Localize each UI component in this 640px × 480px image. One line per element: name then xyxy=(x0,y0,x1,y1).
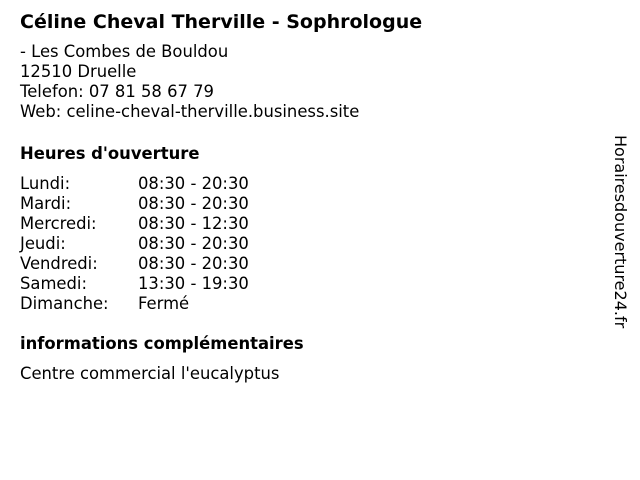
time-value: Fermé xyxy=(138,294,190,313)
hours-row-friday xyxy=(20,254,600,274)
hours-row-tuesday xyxy=(20,194,600,214)
day-label: Samedi: xyxy=(20,274,87,293)
hours-row-thursday xyxy=(20,234,600,254)
site-watermark: Horairesdouverture24.fr xyxy=(611,135,630,329)
hours-row-wednesday xyxy=(20,214,600,234)
time-value: 08:30 - 20:30 xyxy=(138,234,249,253)
hours-row-sunday xyxy=(20,294,600,314)
info-heading: informations complémentaires xyxy=(20,334,304,353)
business-name: Céline Cheval Therville - Sophrologue xyxy=(20,11,423,33)
day-label: Jeudi: xyxy=(20,234,66,253)
address-line-1: - Les Combes de Bouldou xyxy=(20,42,229,61)
day-label: Lundi: xyxy=(20,174,71,193)
day-label: Mercredi: xyxy=(20,214,97,233)
hours-table xyxy=(20,174,600,314)
hours-row-monday xyxy=(20,174,600,194)
day-label: Vendredi: xyxy=(20,254,98,273)
time-value: 13:30 - 19:30 xyxy=(138,274,249,293)
address-line-2: 12510 Druelle xyxy=(20,62,137,81)
day-label: Mardi: xyxy=(20,194,72,213)
info-text: Centre commercial l'eucalyptus xyxy=(20,364,280,383)
day-label: Dimanche: xyxy=(20,294,109,313)
hours-row-saturday xyxy=(20,274,600,294)
business-card xyxy=(20,8,600,384)
hours-heading: Heures d'ouverture xyxy=(20,144,200,163)
time-value: 08:30 - 20:30 xyxy=(138,194,249,213)
phone-number: Telefon: 07 81 58 67 79 xyxy=(20,82,214,101)
time-value: 08:30 - 20:30 xyxy=(138,174,249,193)
website-link[interactable]: Web: celine-cheval-therville.business.site xyxy=(20,102,360,121)
time-value: 08:30 - 12:30 xyxy=(138,214,249,233)
time-value: 08:30 - 20:30 xyxy=(138,254,249,273)
